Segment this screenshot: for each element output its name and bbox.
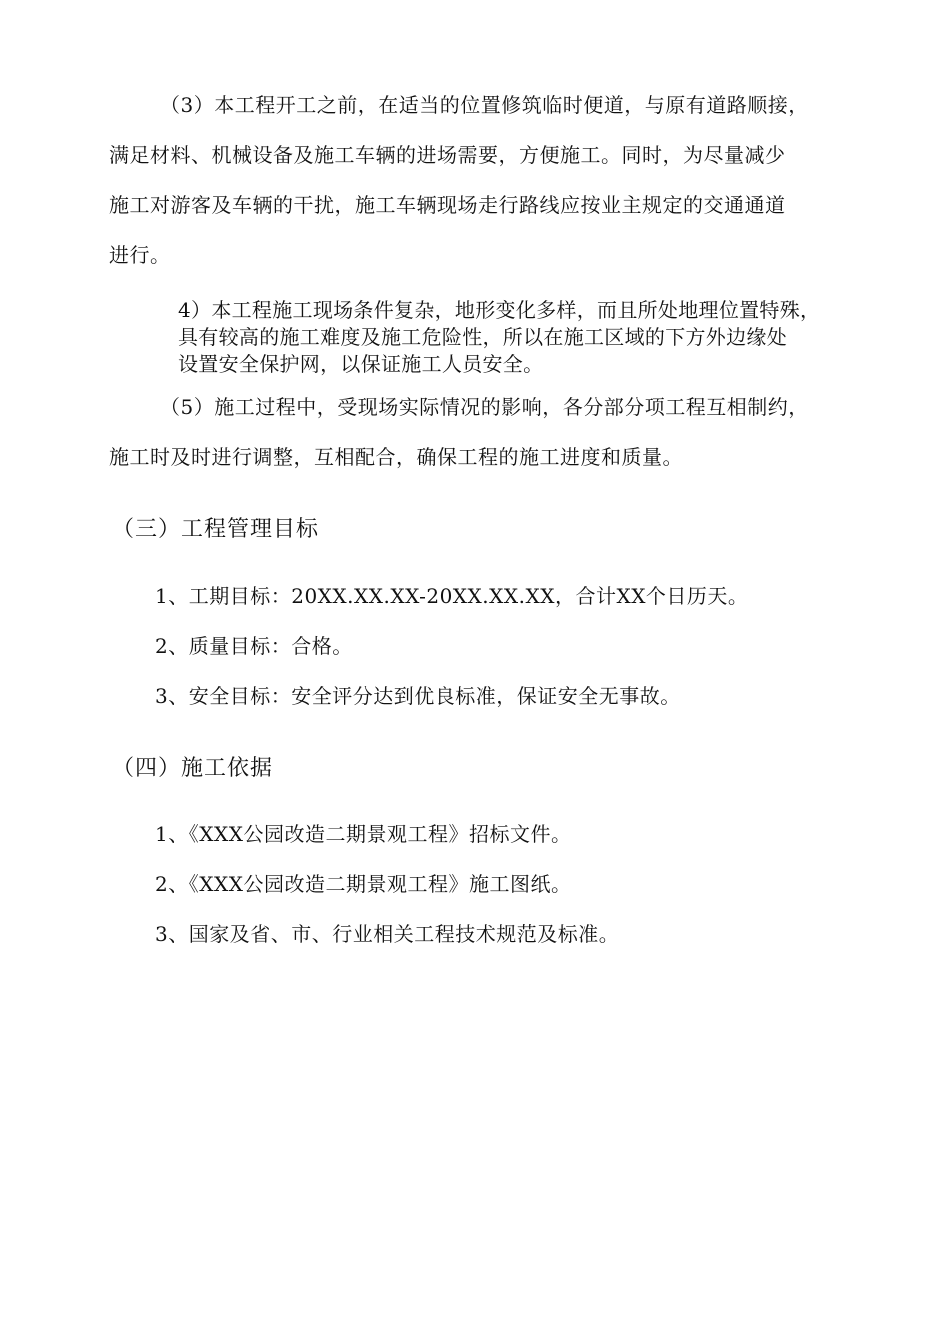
section-4-item-2: 2、《XXX公园改造二期景观工程》施工图纸。 xyxy=(155,872,572,896)
paragraph-4-line-2: 具有较高的施工难度及施工危险性，所以在施工区域的下方外边缘处 xyxy=(178,325,787,349)
paragraph-3-line-4: 进行。 xyxy=(109,243,171,267)
paragraph-3-line-3: 施工对游客及车辆的干扰，施工车辆现场走行路线应按业主规定的交通通道 xyxy=(109,193,786,217)
paragraph-4-line-1: 4）本工程施工现场条件复杂，地形变化多样，而且所处地理位置特殊， xyxy=(178,298,821,322)
paragraph-5-line-2: 施工时及时进行调整，互相配合，确保工程的施工进度和质量。 xyxy=(109,445,683,469)
paragraph-3-line-1: （3）本工程开工之前，在适当的位置修筑临时便道，与原有道路顺接， xyxy=(160,93,809,117)
section-3-item-2: 2、质量目标：合格。 xyxy=(155,634,353,658)
section-4-item-3: 3、国家及省、市、行业相关工程技术规范及标准。 xyxy=(155,922,620,946)
section-3-item-1: 1、工期目标：20XX.XX.XX-20XX.XX.XX，合计XX个日历天。 xyxy=(155,584,749,608)
section-3-heading: （三）工程管理目标 xyxy=(112,517,320,542)
paragraph-4-line-3: 设置安全保护网，以保证施工人员安全。 xyxy=(178,352,544,376)
section-4-item-1: 1、《XXX公园改造二期景观工程》招标文件。 xyxy=(155,822,572,846)
paragraph-5-line-1: （5）施工过程中，受现场实际情况的影响，各分部分项工程互相制约， xyxy=(160,395,809,419)
section-4-heading: （四）施工依据 xyxy=(112,756,274,781)
paragraph-3-line-2: 满足材料、机械设备及施工车辆的进场需要，方便施工。同时，为尽量减少 xyxy=(109,143,786,167)
section-3-item-3: 3、安全目标：安全评分达到优良标准，保证安全无事故。 xyxy=(155,684,681,708)
